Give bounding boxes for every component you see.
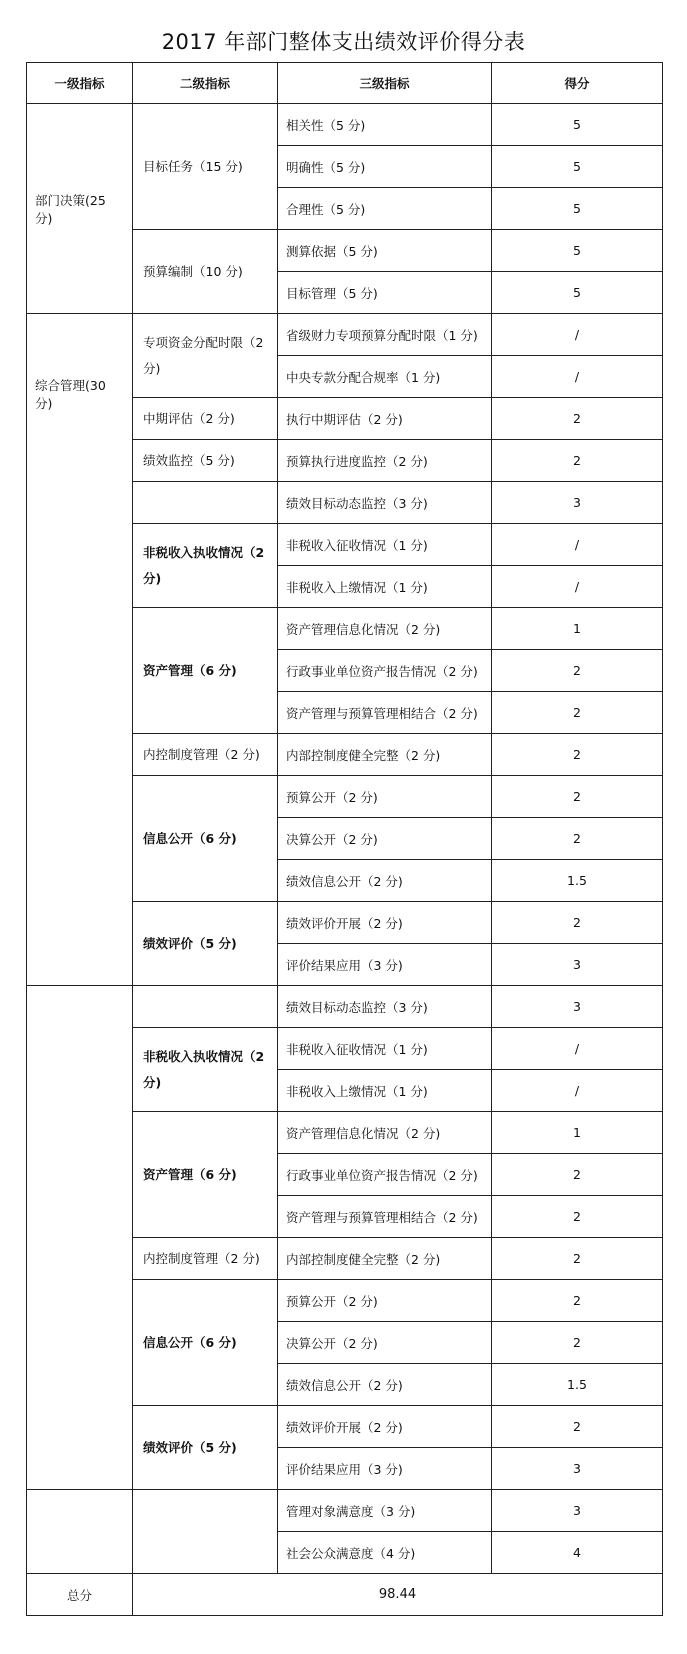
score-cell: 3 [492,1490,663,1532]
total-label: 总分 [27,1574,133,1616]
level2-cell: 专项资金分配时限（2 分) [133,314,278,398]
score-cell: 1.5 [492,860,663,902]
score-cell: 3 [492,482,663,524]
score-cell: 2 [492,902,663,944]
level3-cell: 绩效评价开展（2 分) [278,902,492,944]
level2-cell: 资产管理（6 分) [133,608,278,734]
table-row [27,104,663,146]
level3-cell: 资产管理信息化情况（2 分) [278,608,492,650]
score-cell: / [492,566,663,608]
score-cell: 5 [492,230,663,272]
header-level3: 三级指标 [278,63,492,104]
score-cell: / [492,314,663,356]
score-cell: 2 [492,398,663,440]
level3-cell: 内部控制度健全完整（2 分) [278,1238,492,1280]
level3-cell: 资产管理与预算管理相结合（2 分) [278,1196,492,1238]
level1-cell: 部门决策(25 分) [27,104,133,314]
score-cell: 1 [492,608,663,650]
level3-cell: 目标管理（5 分) [278,272,492,314]
total-value: 98.44 [133,1574,663,1616]
level3-cell: 合理性（5 分) [278,188,492,230]
level3-cell: 决算公开（2 分) [278,818,492,860]
level3-cell: 省级财力专项预算分配时限（1 分) [278,314,492,356]
score-cell: 2 [492,1322,663,1364]
level2-cell: 资产管理（6 分) [133,1112,278,1238]
level3-cell: 资产管理与预算管理相结合（2 分) [278,692,492,734]
score-cell: 1.5 [492,1364,663,1406]
score-cell: 3 [492,986,663,1028]
level2-cell: 中期评估（2 分) [133,398,278,440]
level2-cell: 目标任务（15 分) [133,104,278,230]
score-cell: 2 [492,734,663,776]
table-row [27,986,663,1028]
score-cell: 2 [492,1154,663,1196]
level2-cell [133,1490,278,1574]
header-level2: 二级指标 [133,63,278,104]
level2-cell [133,482,278,524]
level3-cell: 非税收入上缴情况（1 分) [278,566,492,608]
level3-cell: 预算执行进度监控（2 分) [278,440,492,482]
score-cell: 2 [492,1238,663,1280]
level3-cell: 评价结果应用（3 分) [278,944,492,986]
level3-cell: 预算公开（2 分) [278,776,492,818]
score-cell: / [492,356,663,398]
score-cell: 2 [492,776,663,818]
score-cell: 2 [492,1196,663,1238]
score-cell: 2 [492,440,663,482]
table-header-row [27,63,663,104]
level2-cell: 非税收入执收情况（2 分) [133,524,278,608]
level3-cell: 测算依据（5 分) [278,230,492,272]
level2-cell: 非税收入执收情况（2 分) [133,1028,278,1112]
score-cell: 1 [492,1112,663,1154]
level2-cell: 信息公开（6 分) [133,776,278,902]
level3-cell: 绩效信息公开（2 分) [278,1364,492,1406]
level2-cell: 绩效评价（5 分) [133,902,278,986]
level2-cell: 信息公开（6 分) [133,1280,278,1406]
level3-cell: 绩效目标动态监控（3 分) [278,482,492,524]
level3-cell: 行政事业单位资产报告情况（2 分) [278,1154,492,1196]
score-cell: 2 [492,818,663,860]
level3-cell: 中央专款分配合规率（1 分) [278,356,492,398]
score-cell: / [492,1028,663,1070]
total-row [27,1574,663,1616]
level3-cell: 资产管理信息化情况（2 分) [278,1112,492,1154]
header-level1: 一级指标 [27,63,133,104]
score-cell: 5 [492,104,663,146]
table-row [27,1490,663,1532]
score-cell: 3 [492,1448,663,1490]
level3-cell: 绩效信息公开（2 分) [278,860,492,902]
level2-cell: 绩效评价（5 分) [133,1406,278,1490]
level3-cell: 评价结果应用（3 分) [278,1448,492,1490]
level3-cell: 非税收入上缴情况（1 分) [278,1070,492,1112]
table-row [27,314,663,356]
level3-cell: 行政事业单位资产报告情况（2 分) [278,650,492,692]
score-cell: 3 [492,944,663,986]
score-cell: 5 [492,146,663,188]
level3-cell: 管理对象满意度（3 分) [278,1490,492,1532]
score-cell: / [492,524,663,566]
level3-cell: 明确性（5 分) [278,146,492,188]
level3-cell: 决算公开（2 分) [278,1322,492,1364]
level3-cell: 非税收入征收情况（1 分) [278,1028,492,1070]
score-table [26,62,663,1616]
level3-cell: 执行中期评估（2 分) [278,398,492,440]
level3-cell: 内部控制度健全完整（2 分) [278,734,492,776]
level3-cell: 相关性（5 分) [278,104,492,146]
score-cell: 2 [492,692,663,734]
level1-cell [27,1490,133,1574]
score-cell: 2 [492,650,663,692]
header-score: 得分 [492,63,663,104]
level2-cell: 内控制度管理（2 分) [133,1238,278,1280]
level2-cell: 绩效监控（5 分) [133,440,278,482]
level3-cell: 预算公开（2 分) [278,1280,492,1322]
level2-cell [133,986,278,1028]
score-cell: 2 [492,1406,663,1448]
level1-cell [27,986,133,1490]
level2-cell: 内控制度管理（2 分) [133,734,278,776]
level3-cell: 社会公众满意度（4 分) [278,1532,492,1574]
score-cell: 2 [492,1280,663,1322]
level3-cell: 绩效目标动态监控（3 分) [278,986,492,1028]
level3-cell: 非税收入征收情况（1 分) [278,524,492,566]
score-cell: 5 [492,188,663,230]
level1-cell: 综合管理(30 分) [27,314,133,986]
score-cell: 5 [492,272,663,314]
level2-cell: 预算编制（10 分) [133,230,278,314]
score-cell: 4 [492,1532,663,1574]
score-cell: / [492,1070,663,1112]
level3-cell: 绩效评价开展（2 分) [278,1406,492,1448]
page-title: 2017 年部门整体支出绩效评价得分表 [161,30,526,54]
